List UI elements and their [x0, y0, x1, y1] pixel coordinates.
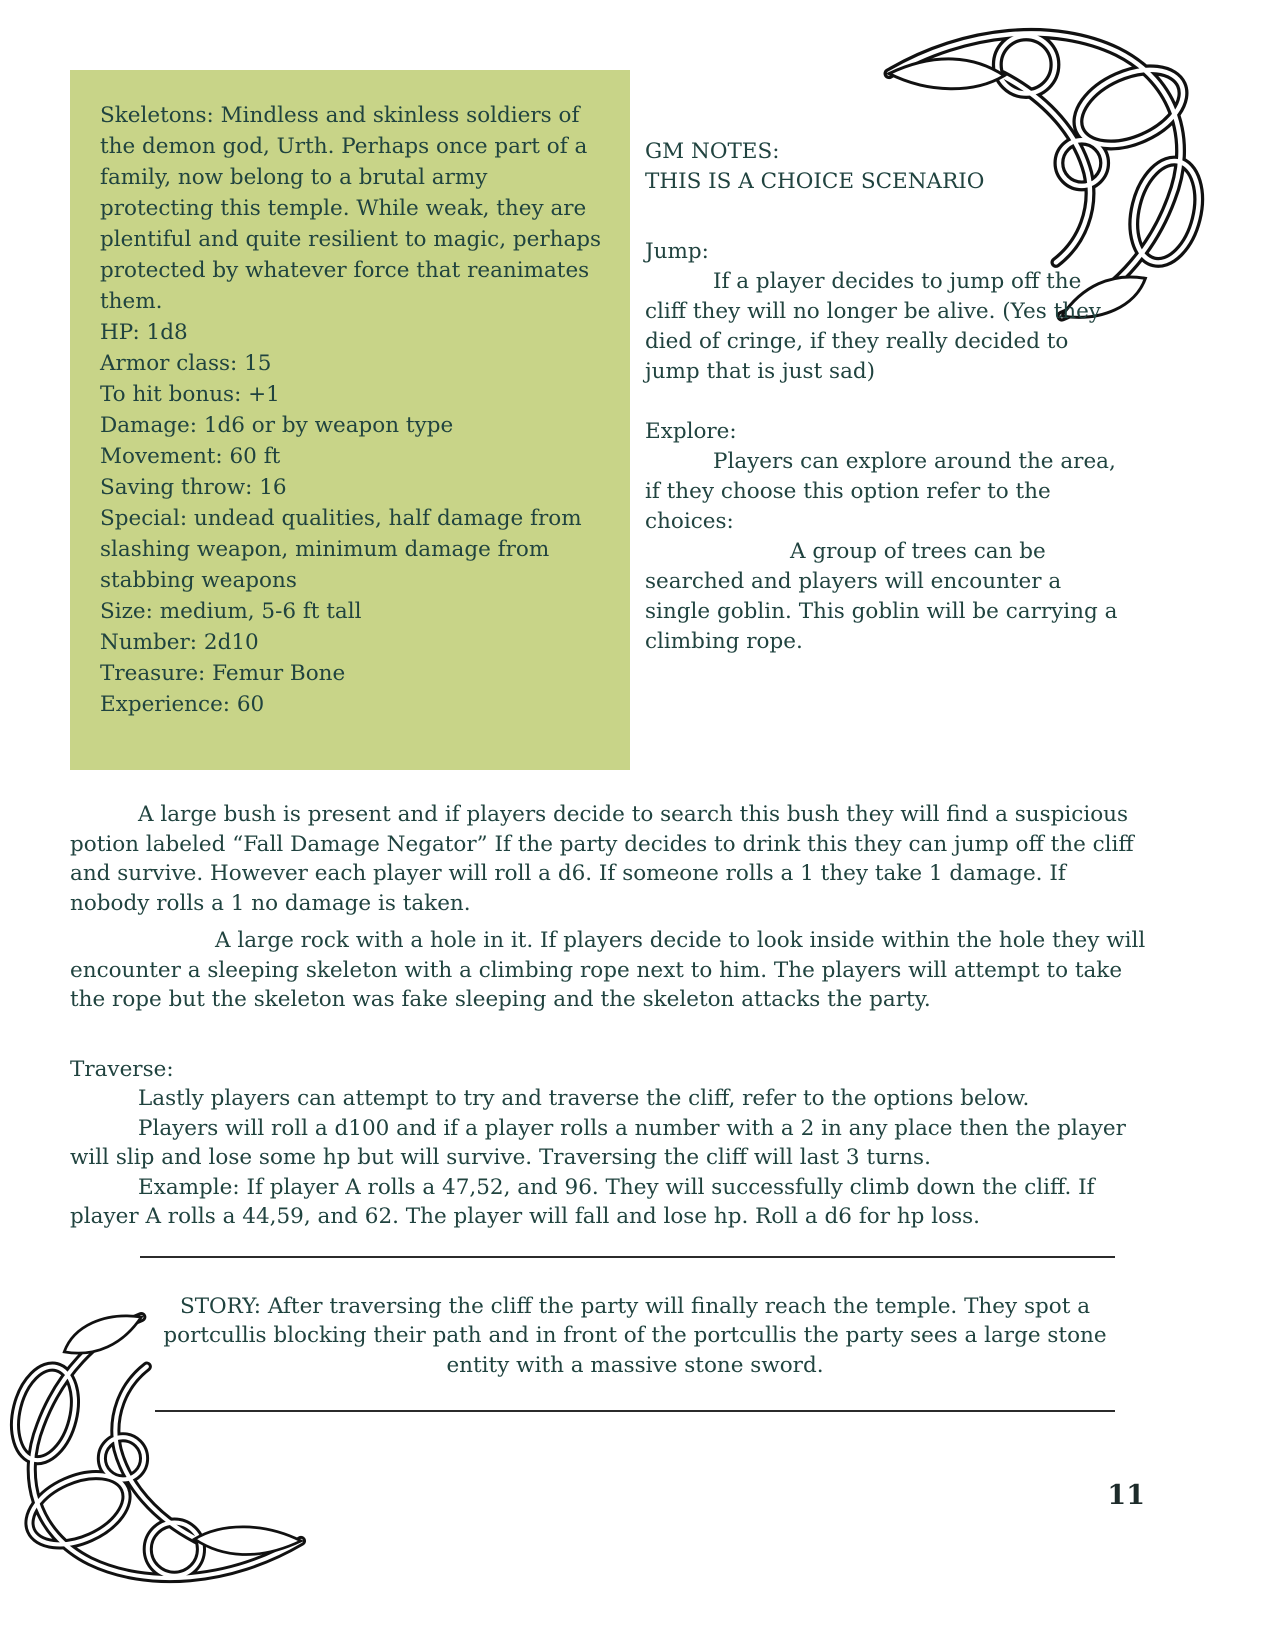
statblock-line: Number: 2d10	[100, 630, 259, 655]
statblock-line: Skeletons: Mindless and skinless soldiers of the demon god, Urth. Perhaps once part of a family, now belong to a brutal army protecting this temple. While weak, they are plentiful and quite resilient to magic, perhaps protected by whatever force that reanimates them.	[100, 103, 602, 314]
divider-line	[140, 1256, 1115, 1258]
rock-paragraph: A large rock with a hole in it. If players decide to look inside within the hole they will encounter a sleeping skeleton with a climbing rope next to him. The players will attempt to take the rope but the skeleton was fake sleeping and the skeleton attacks the party.	[70, 928, 1146, 1012]
statblock-line: Movement: 60 ft	[100, 444, 281, 469]
explore-paragraph: Players can explore around the area, if they choose this option refer to the choices:	[645, 449, 1116, 534]
statblock-line: To hit bonus: +1	[100, 382, 280, 407]
statblock-line: Saving throw: 16	[100, 475, 287, 500]
spacer	[645, 197, 1123, 237]
body-section	[70, 800, 1146, 1412]
traverse-paragraph-3: Example: If player A rolls a 47,52, and 96. They will successfully climb down the cliff. If player A rolls a 44,59, and 62. The player will fall and lose hp. Roll a d6 for hp loss.	[70, 1174, 1095, 1229]
gm-notes-heading: GM NOTES:	[645, 139, 780, 164]
statblock-line: Experience: 60	[100, 692, 265, 717]
statblock-line: Armor class: 15	[100, 351, 272, 376]
gm-notes-subheading: THIS IS A CHOICE SCENARIO	[645, 169, 985, 194]
skeleton-statblock	[70, 70, 630, 770]
bush-paragraph: A large bush is present and if players decide to search this bush they will find a suspicious potion labeled “Fall Damage Negator” If the party decides to drink this they can jump off the cliff and survive. However each player will roll a d6. If someone rolls a 1 they take 1 damage. If nobody rolls a 1 no damage is taken.	[70, 802, 1134, 916]
explore-detail-paragraph: A group of trees can be searched and players will encounter a single goblin. This goblin will be carrying a climbing rope.	[645, 539, 1118, 654]
statblock-line: Special: undead qualities, half damage from slashing weapon, minimum damage from stabbing weapons	[100, 506, 582, 593]
divider-line	[155, 1410, 1115, 1412]
jump-paragraph: If a player decides to jump off the cliff they will no longer be alive. (Yes they died of cringe, if they really decided to jump that is just sad)	[645, 269, 1101, 384]
gm-notes-column	[645, 137, 1123, 657]
statblock-line: HP: 1d8	[100, 320, 188, 345]
page-number: 11	[1107, 1480, 1145, 1511]
statblock-line: Treasure: Femur Bone	[100, 661, 346, 686]
traverse-label: Traverse:	[70, 1056, 174, 1082]
spacer	[645, 387, 1123, 417]
traverse-paragraph-1: Lastly players can attempt to try and traverse the cliff, refer to the options below.	[138, 1086, 1030, 1111]
spacer	[70, 1015, 1146, 1055]
story-paragraph: STORY: After traversing the cliff the party will finally reach the temple. They spot a portcullis blocking their path and in front of the portcullis the party sees a large stone entity with a massive stone sword.	[163, 1293, 1107, 1378]
statblock-line: Damage: 1d6 or by weapon type	[100, 413, 454, 438]
statblock-line: Size: medium, 5-6 ft tall	[100, 599, 362, 624]
traverse-paragraph-2: Players will roll a d100 and if a player rolls a number with a 2 in any place then the player will slip and lose some hp but will survive. Traversing the cliff will last 3 turns.	[70, 1115, 1126, 1170]
jump-label: Jump:	[645, 239, 709, 264]
explore-label: Explore:	[645, 419, 737, 444]
